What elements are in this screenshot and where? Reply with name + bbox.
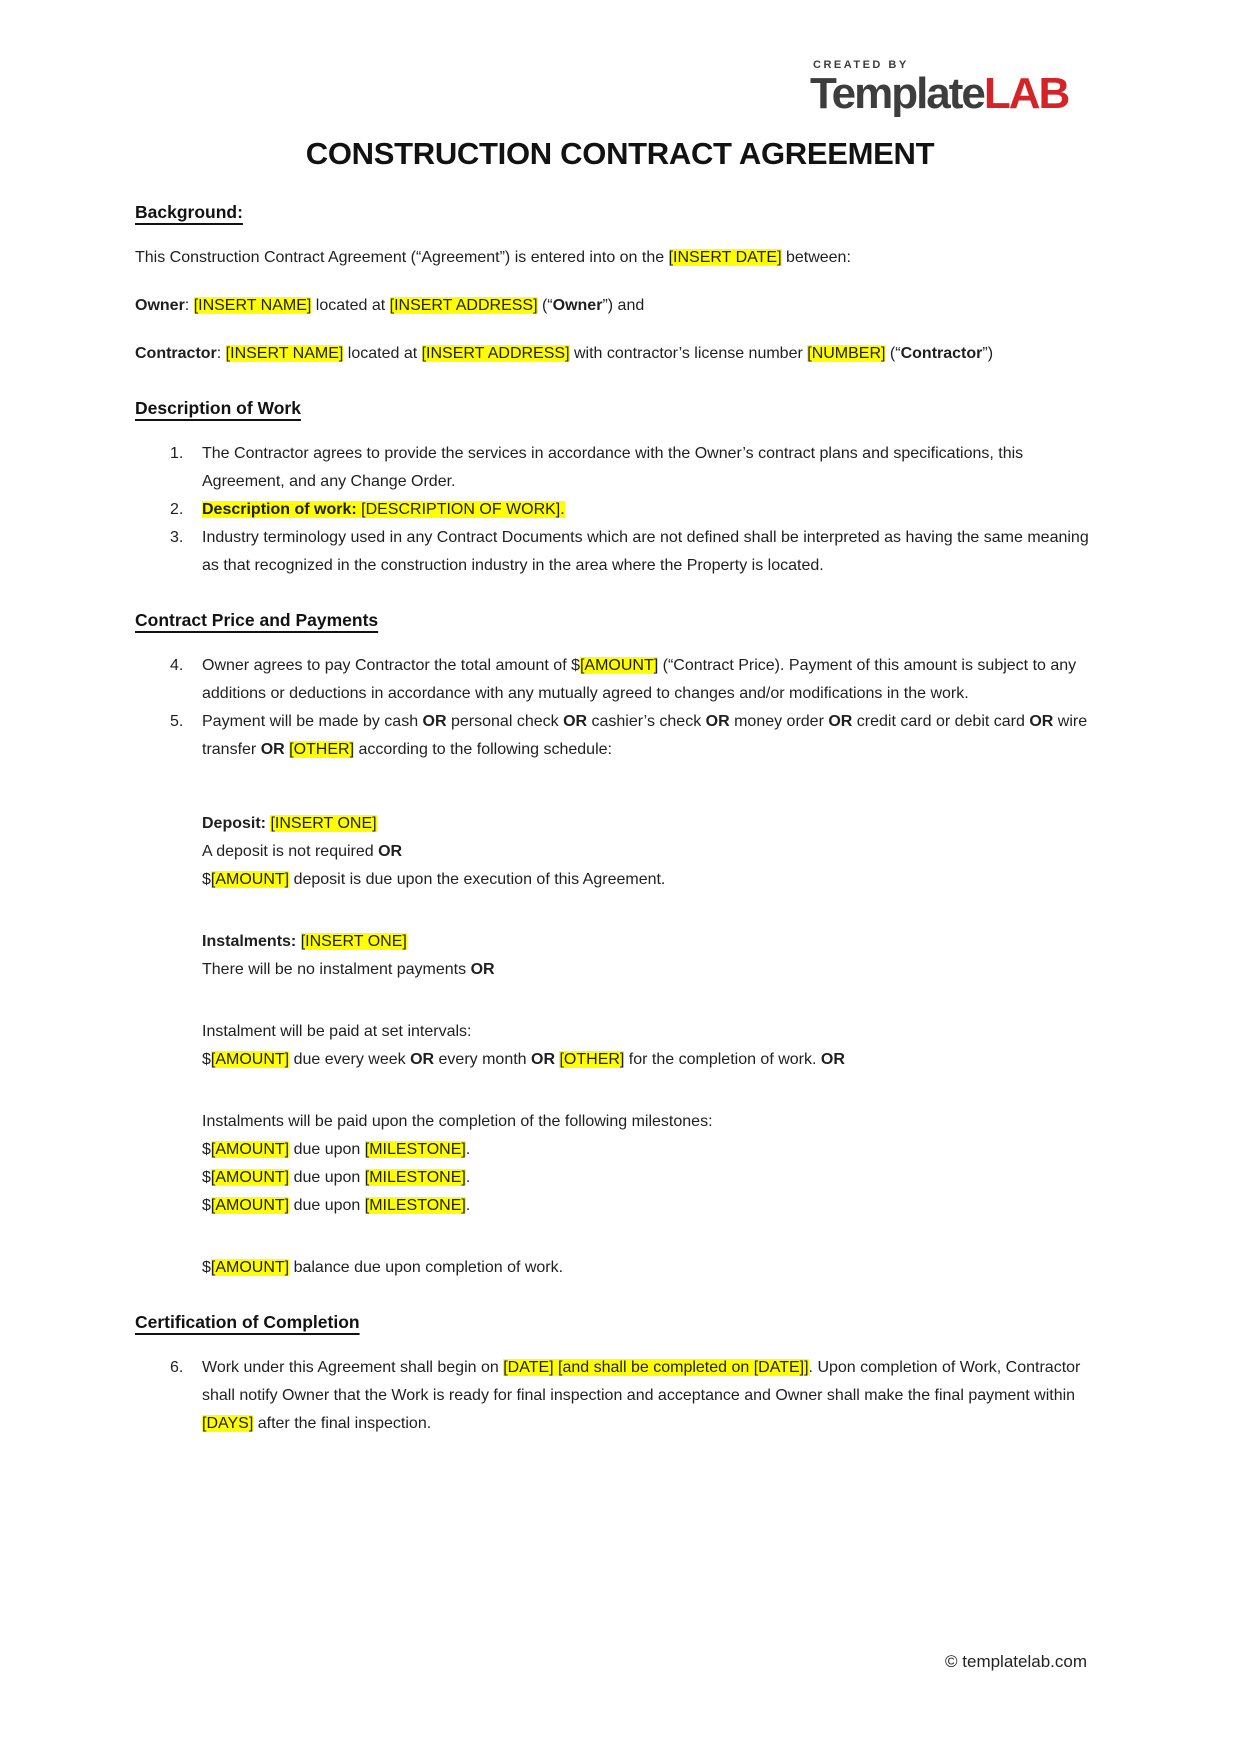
list-item-number: 1.: [170, 445, 184, 462]
text-line: [202, 838, 1105, 866]
placeholder-highlight: [INSERT DATE]: [668, 249, 782, 266]
text-run: Industry terminology used in any Contract Documents which are not defined shall be interpreted as having the same meaning as that recognized in the construction industry in the area where the Property is located.: [202, 529, 1089, 574]
placeholder-highlight: [AMOUNT]: [210, 871, 290, 888]
text-run: according to the following schedule:: [354, 741, 612, 758]
placeholder-highlight: Description of work:: [202, 501, 357, 518]
list-item-number: 5.: [170, 713, 184, 730]
section-heading: Certification of Completion: [135, 1312, 360, 1332]
placeholder-highlight: [MILESTONE]: [364, 1141, 466, 1158]
text-run: Owner agrees to pay Contractor the total amount of $: [202, 657, 580, 674]
placeholder-highlight: [MILESTONE]: [364, 1169, 466, 1186]
text-run: due every week: [289, 1051, 411, 1068]
text-run: . Upon completion of Work, Contractor shall notify Owner that the Work is ready for final inspection and acceptance and Owner shall make the final payment within: [202, 1359, 1081, 1404]
text-run: :: [184, 297, 194, 314]
text-run: OR: [563, 713, 588, 730]
placeholder-highlight: [DAYS]: [202, 1415, 254, 1432]
indented-line-group: [135, 1108, 1105, 1220]
list-item: [135, 524, 1105, 580]
text-run: (“: [885, 345, 901, 362]
text-run: Instalments:: [202, 933, 297, 950]
text-run: OR: [828, 713, 853, 730]
placeholder-highlight: [AMOUNT]: [210, 1141, 290, 1158]
indented-line-group: [135, 810, 1105, 894]
text-run: due upon: [289, 1169, 365, 1186]
text-run: balance due upon completion of work.: [289, 1259, 564, 1276]
text-run: (“Contract Price). Payment of this amount is subject to any additions or deductions in accordance with any mutually agreed to changes and/or modifications in the work.: [202, 657, 1077, 702]
numbered-list: [135, 440, 1105, 580]
text-run: OR: [820, 1051, 845, 1068]
placeholder-highlight: [INSERT ONE]: [270, 815, 377, 832]
text-line: [202, 928, 1105, 956]
placeholder-highlight: [AMOUNT]: [210, 1169, 290, 1186]
text-run: located at: [311, 297, 390, 314]
text-run: after the final inspection.: [253, 1415, 432, 1432]
text-line: [202, 1164, 1105, 1192]
section-heading: Background:: [135, 202, 243, 222]
text-line: [202, 1018, 1105, 1046]
paragraph: [135, 340, 1105, 368]
text-run: credit card or debit card: [852, 713, 1030, 730]
list-item: [135, 496, 1105, 524]
paragraph: [135, 292, 1105, 320]
list-item: [135, 440, 1105, 496]
document-body: [135, 200, 1105, 1438]
indented-line-group: [135, 1018, 1105, 1074]
list-item-number: 4.: [170, 657, 184, 674]
text-run: Instalments will be paid upon the completion of the following milestones:: [202, 1113, 713, 1130]
text-run: $: [202, 1141, 211, 1158]
created-by-label: CREATED BY: [813, 59, 909, 71]
text-run: $: [202, 1169, 211, 1186]
text-line: [202, 1108, 1105, 1136]
text-run: $: [202, 1197, 211, 1214]
text-run: (“: [537, 297, 553, 314]
text-run: .: [465, 1141, 471, 1158]
text-run: $: [202, 1259, 211, 1276]
text-run: .: [465, 1169, 471, 1186]
text-run: cashier’s check: [587, 713, 706, 730]
placeholder-highlight: [AMOUNT]: [210, 1259, 290, 1276]
text-run: Contractor: [900, 345, 983, 362]
text-run: every month: [434, 1051, 532, 1068]
text-run: $: [202, 1051, 211, 1068]
placeholder-highlight: [INSERT NAME]: [225, 345, 344, 362]
text-line: [202, 956, 1105, 984]
text-line: [202, 1254, 1105, 1282]
text-run: OR: [378, 843, 403, 860]
text-run: ”): [982, 345, 994, 362]
list-item: [135, 708, 1105, 764]
placeholder-highlight: [INSERT ADDRESS]: [421, 345, 570, 362]
placeholder-highlight: [AMOUNT]: [210, 1197, 290, 1214]
section-heading: Description of Work: [135, 398, 301, 418]
text-run: deposit is due upon the execution of this Agreement.: [289, 871, 666, 888]
placeholder-highlight: [MILESTONE]: [364, 1197, 466, 1214]
text-run: Deposit:: [202, 815, 266, 832]
text-run: There will be no instalment payments: [202, 961, 471, 978]
paragraph: [135, 244, 1105, 272]
text-run: $: [202, 871, 211, 888]
text-run: OR: [260, 741, 285, 758]
text-run: due upon: [289, 1141, 365, 1158]
brand-lab-text: LAB: [983, 69, 1069, 118]
text-run: wire transfer: [202, 713, 1088, 758]
text-run: ”) and: [602, 297, 645, 314]
text-line: [202, 1136, 1105, 1164]
text-run: OR: [1029, 713, 1054, 730]
templatelab-logo: [810, 60, 1068, 116]
list-item-number: 2.: [170, 501, 184, 518]
text-run: OR: [470, 961, 495, 978]
text-run: Instalment will be paid at set intervals:: [202, 1023, 472, 1040]
text-run: with contractor’s license number: [569, 345, 808, 362]
text-run: for the completion of work.: [624, 1051, 821, 1068]
text-line: [202, 810, 1105, 838]
numbered-list: [135, 1354, 1105, 1438]
text-line: [202, 866, 1105, 894]
placeholder-highlight: [DESCRIPTION OF WORK].: [356, 501, 565, 518]
text-run: money order: [729, 713, 829, 730]
templatelab-wordmark: [810, 69, 1069, 118]
text-run: .: [465, 1197, 471, 1214]
text-run: A deposit is not required: [202, 843, 379, 860]
text-run: This Construction Contract Agreement (“Agreement”) is entered into on the: [135, 249, 669, 266]
text-run: OR: [531, 1051, 556, 1068]
text-run: OR: [410, 1051, 435, 1068]
placeholder-highlight: [INSERT ONE]: [300, 933, 407, 950]
text-line: [202, 1192, 1105, 1220]
indented-line-group: [135, 928, 1105, 984]
document-title: CONSTRUCTION CONTRACT AGREEMENT: [305, 136, 935, 171]
text-run: Contractor: [135, 345, 217, 362]
text-run: The Contractor agrees to provide the services in accordance with the Owner’s contract plans and specifications, this Agreement, and any Change Order.: [202, 445, 1024, 490]
list-item: [135, 1354, 1105, 1438]
text-run: Work under this Agreement shall begin on: [202, 1359, 504, 1376]
placeholder-highlight: [INSERT ADDRESS]: [389, 297, 538, 314]
placeholder-highlight: [OTHER]: [289, 741, 355, 758]
brand-template-text: Template: [810, 69, 984, 118]
text-line: [202, 1046, 1105, 1074]
footer-credit: © templatelab.com: [945, 1652, 1087, 1671]
list-item: [135, 652, 1105, 708]
placeholder-highlight: [INSERT NAME]: [193, 297, 312, 314]
numbered-list: [135, 652, 1105, 764]
indented-line-group: [135, 1254, 1105, 1282]
placeholder-highlight: [AMOUNT]: [210, 1051, 290, 1068]
placeholder-highlight: [OTHER]: [559, 1051, 625, 1068]
section-heading: Contract Price and Payments: [135, 610, 379, 630]
text-run: located at: [343, 345, 422, 362]
text-run: between:: [781, 249, 851, 266]
list-item-number: 3.: [170, 529, 184, 546]
placeholder-highlight: [NUMBER]: [807, 345, 886, 362]
text-run: Owner: [135, 297, 185, 314]
text-run: :: [216, 345, 226, 362]
text-run: Payment will be made by cash: [202, 713, 423, 730]
text-run: OR: [422, 713, 447, 730]
text-run: OR: [705, 713, 730, 730]
text-run: personal check: [446, 713, 564, 730]
list-item-number: 6.: [170, 1359, 184, 1376]
placeholder-highlight: [DATE] [and shall be completed on [DATE]]: [503, 1359, 809, 1376]
text-run: Owner: [552, 297, 603, 314]
text-run: due upon: [289, 1197, 365, 1214]
placeholder-highlight: [AMOUNT]: [579, 657, 659, 674]
